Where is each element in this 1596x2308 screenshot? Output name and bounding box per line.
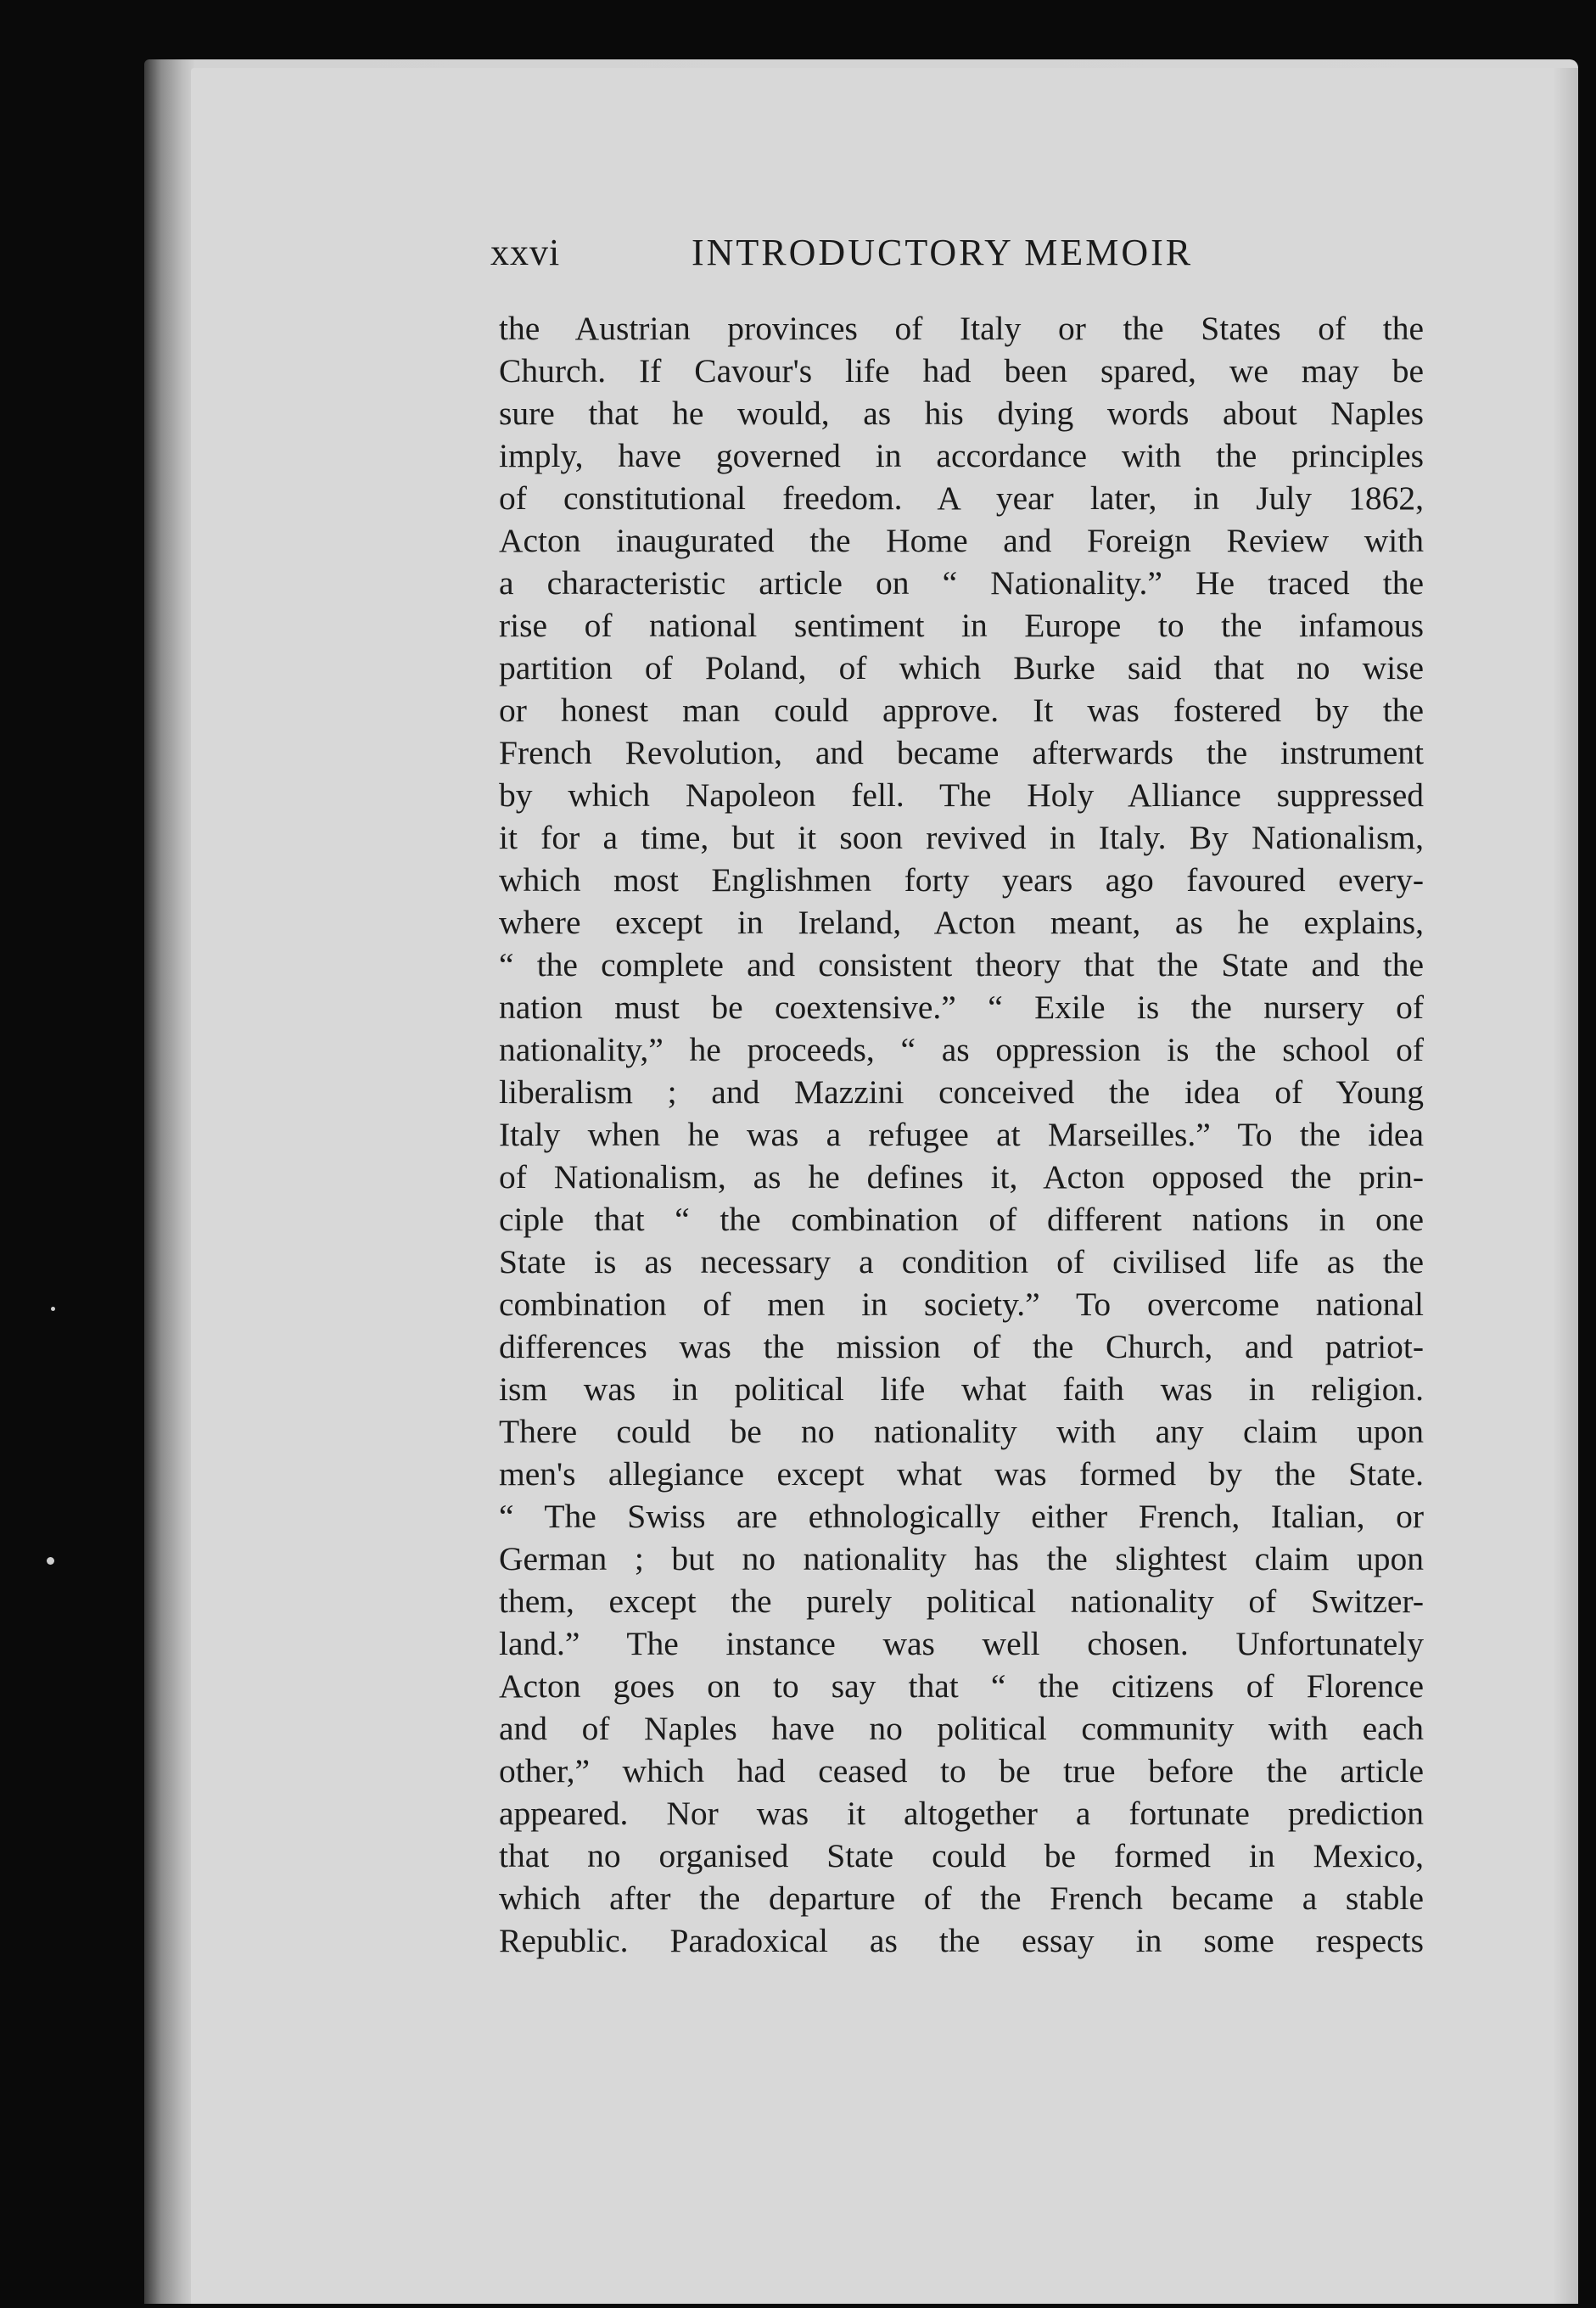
text-line: “ The Swiss are ethnologically either French, Italian, or xyxy=(499,1498,1424,1535)
text-line: ciple that “ the combination of different nations in one xyxy=(499,1201,1424,1238)
text-line: ism was in political life what faith was in religion. xyxy=(499,1370,1424,1408)
text-line: land.” The instance was well chosen. Unfortunately xyxy=(499,1625,1424,1662)
text-line: Italy when he was a refugee at Marseilles.” To the idea xyxy=(499,1116,1424,1153)
text-line: imply, have governed in accordance with the principles xyxy=(499,437,1424,474)
text-line: combination of men in society.” To overcome national xyxy=(499,1286,1424,1323)
dust-speck xyxy=(47,1557,54,1565)
text-line: sure that he would, as his dying words about Naples xyxy=(499,395,1424,432)
text-line: nation must be coextensive.” “ Exile is the nursery of xyxy=(499,989,1424,1026)
dust-speck xyxy=(51,1307,55,1311)
text-line: where except in Ireland, Acton meant, as he explains, xyxy=(499,904,1424,941)
text-line: State is as necessary a condition of civilised life as the xyxy=(499,1243,1424,1280)
text-line: “ the complete and consistent theory that the State and the xyxy=(499,946,1424,983)
text-line: nationality,” he proceeds, “ as oppression is the school of xyxy=(499,1031,1424,1068)
text-line: a characteristic article on “ Nationality.” He traced the xyxy=(499,564,1424,602)
text-line: Church. If Cavour's life had been spared, we may be xyxy=(499,352,1424,389)
text-line: Acton inaugurated the Home and Foreign Review with xyxy=(499,522,1424,559)
text-line: other,” which had ceased to be true before the article xyxy=(499,1752,1424,1790)
text-line: of constitutional freedom. A year later, in July 1862, xyxy=(499,479,1424,517)
running-title: INTRODUCTORY MEMOIR xyxy=(692,232,1194,273)
text-line: them, except the purely political nationality of Switzer- xyxy=(499,1583,1424,1620)
text-line: by which Napoleon fell. The Holy Alliance suppressed xyxy=(499,776,1424,814)
text-line: men's allegiance except what was formed by the State. xyxy=(499,1455,1424,1493)
text-line: rise of national sentiment in Europe to the infamous xyxy=(499,607,1424,644)
page-number: xxvi xyxy=(490,232,561,273)
text-line: liberalism ; and Mazzini conceived the idea of Young xyxy=(499,1073,1424,1111)
text-line: which most Englishmen forty years ago favoured every- xyxy=(499,861,1424,899)
text-line: of Nationalism, as he defines it, Acton opposed the prin- xyxy=(499,1158,1424,1196)
text-line: Acton goes on to say that “ the citizens of Florence xyxy=(499,1667,1424,1705)
text-line: German ; but no nationality has the slightest claim upon xyxy=(499,1540,1424,1577)
running-header xyxy=(490,231,1424,282)
text-line: that no organised State could be formed in Mexico, xyxy=(499,1837,1424,1874)
text-line: Republic. Paradoxical as the essay in some respects xyxy=(499,1922,1424,1959)
text-line: it for a time, but it soon revived in Italy. By Nationalism, xyxy=(499,819,1424,856)
text-line: the Austrian provinces of Italy or the States of the xyxy=(499,310,1424,347)
body-text xyxy=(499,307,1424,1962)
text-line: which after the departure of the French became a stable xyxy=(499,1879,1424,1917)
text-line: and of Naples have no political community with each xyxy=(499,1710,1424,1747)
text-line: French Revolution, and became afterwards the instrument xyxy=(499,734,1424,771)
text-line: or honest man could approve. It was fostered by the xyxy=(499,692,1424,729)
text-line: appeared. Nor was it altogether a fortunate prediction xyxy=(499,1795,1424,1832)
text-line: There could be no nationality with any claim upon xyxy=(499,1413,1424,1450)
text-line: partition of Poland, of which Burke said that no wise xyxy=(499,649,1424,686)
text-line: differences was the mission of the Church, and patriot- xyxy=(499,1328,1424,1365)
